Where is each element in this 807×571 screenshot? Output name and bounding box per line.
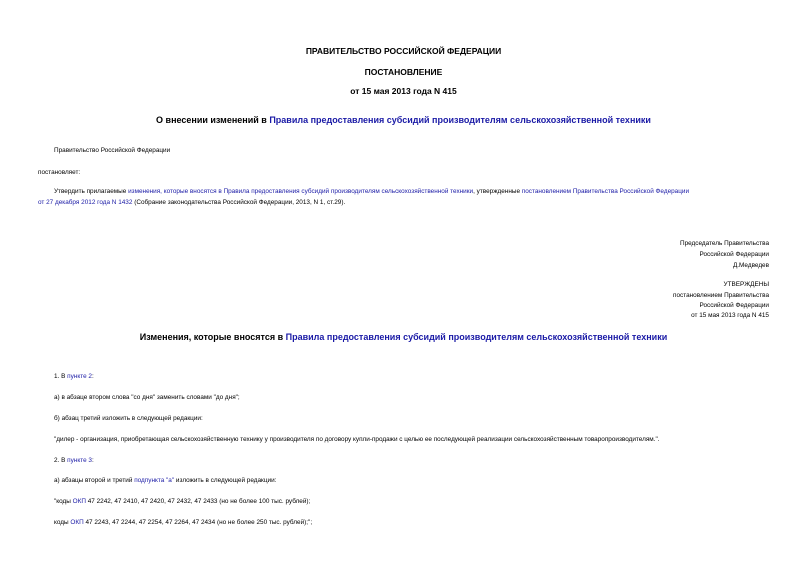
- approved-org: Российской Федерации: [699, 302, 769, 309]
- item-1-link[interactable]: пункте 2: [67, 373, 92, 380]
- intro-resolves: постановляет:: [38, 169, 81, 176]
- intro-government: Правительство Российской Федерации: [54, 147, 171, 154]
- codes-line-1: "коды ОКП 47 2242, 47 2410, 47 2420, 47 2432, 47 2433 (но не более 100 тыс. рублей);: [54, 498, 311, 505]
- title-prefix: О внесении изменений в: [156, 115, 270, 125]
- resolution-paragraph-line2: от 27 декабря 2012 года N 1432 (Собрание законодательства Российской Федерации, 2013, N 1, ст.29).: [38, 199, 346, 206]
- approved-label: УТВЕРЖДЕНЫ: [723, 281, 769, 288]
- government-header: ПРАВИТЕЛЬСТВО РОССИЙСКОЙ ФЕДЕРАЦИИ: [305, 46, 502, 56]
- item-1a: а) в абзаце втором слова "со дня" заменить словами "до дня";: [54, 394, 240, 401]
- item-2: 2. В пункте 3:: [54, 457, 94, 464]
- changes-title: Изменения, которые вносятся в Правила предоставления субсидий производителям сельскохозяйственной техники: [139, 332, 668, 342]
- resolution-paragraph-line1: Утвердить прилагаемые изменения, которые вносятся в Правила предоставления субсидий производителям сельскохозяйственной техники, утвержденные постановлением Правительства Российской Федерации: [54, 188, 690, 195]
- item-1-quote: "дилер - организация, приобретающая сельскохозяйственную технику у производителя по договору купли-продажи с целью ее последующей реализации сельскохозяйственным товаропроизводителям.".: [54, 436, 660, 443]
- subitem-a-link[interactable]: подпункта "а": [134, 477, 175, 484]
- signature-name: Д.Медведев: [732, 262, 769, 269]
- document-type: ПОСТАНОВЛЕНИЕ: [364, 67, 443, 77]
- approved-by: постановлением Правительства: [673, 292, 769, 299]
- item-2-link[interactable]: пункте 3: [67, 457, 92, 464]
- okp-link-1[interactable]: ОКП: [72, 498, 86, 505]
- okp-link-2[interactable]: ОКП: [70, 519, 84, 526]
- document-date-number: от 15 мая 2013 года N 415: [350, 86, 457, 96]
- approved-date: от 15 мая 2013 года N 415: [691, 312, 769, 319]
- item-1b: б) абзац третий изложить в следующей редакции:: [54, 415, 203, 422]
- codes-line-2: коды ОКП 47 2243, 47 2244, 47 2254, 47 2264, 47 2434 (но не более 250 тыс. рублей);";: [54, 519, 313, 526]
- item-1: 1. В пункте 2:: [54, 373, 94, 380]
- resolution-link[interactable]: постановлением Правительства Российской Федерации: [521, 188, 690, 195]
- rules-link[interactable]: Правила предоставления субсидий производителям сельскохозяйственной техники: [269, 115, 651, 125]
- item-2a: а) абзацы второй и третий подпункта "а" изложить в следующей редакции:: [54, 477, 277, 484]
- changes-rules-link[interactable]: Правила предоставления субсидий производителям сельскохозяйственной техники: [285, 332, 668, 342]
- changes-link[interactable]: изменения, которые вносятся в Правила предоставления субсидий производителям сельскохозяйственной техники: [128, 188, 474, 195]
- signature-org: Российской Федерации: [699, 251, 769, 258]
- resolution-date-link[interactable]: от 27 декабря 2012 года N 1432: [38, 199, 133, 206]
- signature-title: Председатель Правительства: [680, 240, 769, 247]
- document-title: [0, 115, 807, 125]
